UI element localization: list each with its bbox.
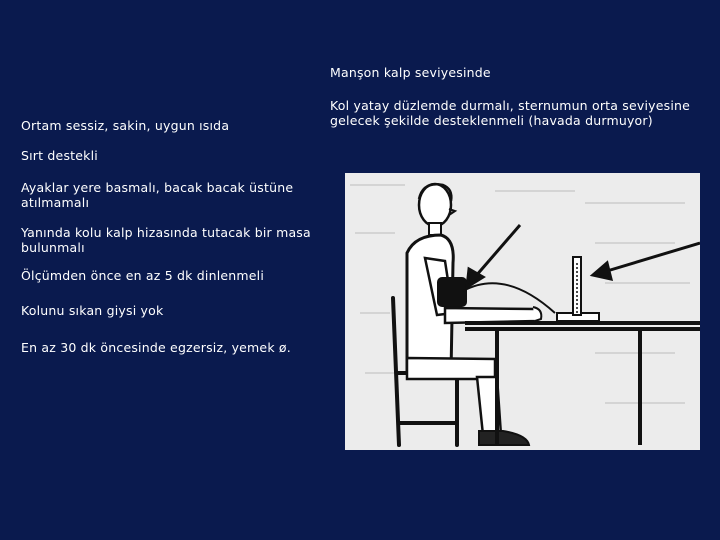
seated-patient-drawing <box>345 173 700 450</box>
bp-cuff <box>437 277 467 307</box>
forearm <box>445 308 537 323</box>
condition-item-clothing: Kolunu sıkan giysi yok <box>21 303 164 318</box>
condition-item-environment: Ortam sessiz, sakin, uygun ısıda <box>21 118 230 133</box>
condition-item-table: Yanında kolu kalp hizasında tutacak bir masa bulunmalı <box>21 225 311 255</box>
condition-item-exercise-food: En az 30 dk öncesinde egzersiz, yemek ø. <box>21 340 291 355</box>
sphygmomanometer <box>557 257 599 321</box>
arm-position-text: Kol yatay düzlemde durmalı, sternumun orta seviyesine gelecek şekilde desteklenmeli (havada durmuyor) <box>330 98 691 128</box>
condition-item-rest: Ölçümden önce en az 5 dk dinlenmeli <box>21 268 264 283</box>
patient-figure <box>407 184 555 445</box>
condition-item-feet: Ayaklar yere basmalı, bacak bacak üstüne atılmamalı <box>21 180 294 210</box>
blood-pressure-illustration <box>345 173 700 450</box>
cuff-level-text: Manşon kalp seviyesinde <box>330 65 491 80</box>
shoe <box>479 431 529 445</box>
condition-item-back-support: Sırt destekli <box>21 148 98 163</box>
arrow-head-arm <box>593 263 611 279</box>
indicator-arrows <box>467 225 700 287</box>
